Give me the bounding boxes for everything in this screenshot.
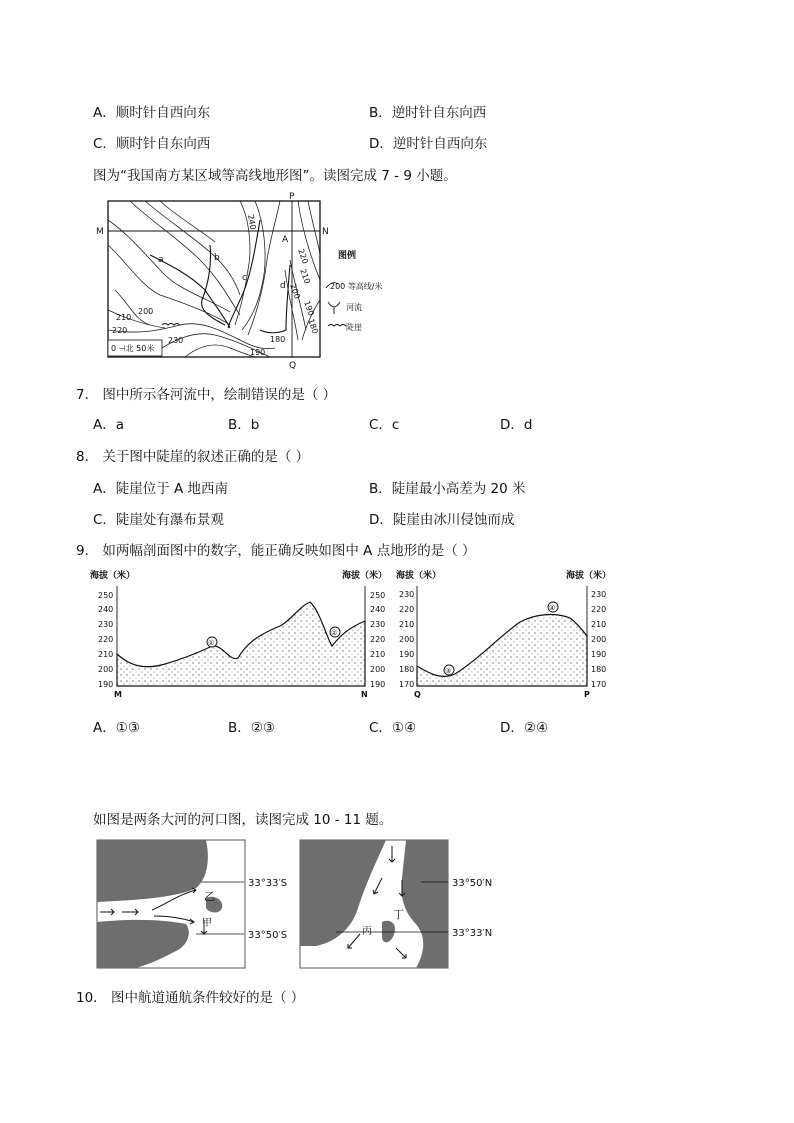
contour-label-200: 200 xyxy=(288,282,302,301)
svg-text:210: 210 xyxy=(399,620,415,629)
svg-text:180: 180 xyxy=(399,665,415,674)
label-p: P xyxy=(289,192,295,202)
q7-option-c: C．c xyxy=(369,417,400,433)
profile-figures xyxy=(90,566,620,700)
q7-option-a: A．a xyxy=(93,417,125,433)
svg-text:210: 210 xyxy=(370,650,386,659)
q9-option-d: D．②④ xyxy=(500,720,549,736)
left-lat-bottom: 33°50′S xyxy=(248,930,288,941)
q9-option-b: B．②③ xyxy=(228,720,275,736)
svg-text:180: 180 xyxy=(591,665,607,674)
legend-cliff-label: 陡崖 xyxy=(346,323,362,332)
river-label-d: d xyxy=(280,281,286,291)
q8-option-d: D．陡崖由冰川侵蚀而成 xyxy=(369,512,515,528)
svg-text:Q: Q xyxy=(414,690,421,699)
svg-text:190: 190 xyxy=(370,680,386,689)
q6-option-c: C．顺时针自东向西 xyxy=(93,136,211,152)
contour-label-220b: 220 xyxy=(112,326,128,335)
svg-text:190: 190 xyxy=(591,650,607,659)
svg-text:250: 250 xyxy=(98,591,114,600)
contour-label-240: 240 xyxy=(246,213,258,231)
contour-label-210b: 210 xyxy=(116,313,132,322)
right-axis-title: 海拔（米） xyxy=(396,571,442,581)
q7-option-b: B．b xyxy=(228,417,260,433)
q9-stem: 9． 如两幅剖面图中的数字，能正确反映如图中 A 点地形的是（ ） xyxy=(76,543,476,559)
svg-text:②: ② xyxy=(331,629,338,637)
svg-text:170: 170 xyxy=(591,680,607,689)
svg-text:200: 200 xyxy=(98,665,114,674)
q9-option-a: A．①③ xyxy=(93,720,140,736)
svg-text:230: 230 xyxy=(591,590,607,599)
svg-text:190: 190 xyxy=(399,650,415,659)
q6-option-d: D．逆时针自西向东 xyxy=(369,136,488,152)
svg-text:240: 240 xyxy=(370,605,386,614)
legend-contour-label: 200 等高线/米 xyxy=(330,282,383,291)
q6-option-b: B．逆时针自东向西 xyxy=(369,105,487,121)
svg-text:210: 210 xyxy=(98,650,114,659)
svg-text:220: 220 xyxy=(591,605,607,614)
svg-text:③: ③ xyxy=(445,667,452,675)
label-q: Q xyxy=(289,361,297,371)
legend-river-label: 河流 xyxy=(346,303,362,312)
svg-text:230: 230 xyxy=(399,590,415,599)
profile-right xyxy=(396,569,611,699)
scale-label: 0 ⊣北 50米 xyxy=(111,344,155,353)
intro-7-9: 图为“我国南方某区域等高线地形图”。读图完成 7 - 9 小题。 xyxy=(93,168,457,184)
label-bing: 丙 xyxy=(362,926,372,937)
river-icon xyxy=(328,302,340,314)
q8-stem: 8． 关于图中陡崖的叙述正确的是（ ） xyxy=(76,449,310,465)
right-lat-bottom: 33°33′N xyxy=(452,928,493,939)
cliff-mark xyxy=(162,324,180,326)
svg-text:190: 190 xyxy=(98,680,114,689)
svg-text:200: 200 xyxy=(399,635,415,644)
estuary-right xyxy=(300,840,448,968)
svg-text:N: N xyxy=(361,690,368,699)
contour-label-180: 180 xyxy=(306,317,320,336)
contour-label-190b: 190 xyxy=(250,348,266,357)
svg-text:230: 230 xyxy=(370,620,386,629)
contour-label-220: 220 xyxy=(296,247,310,266)
contour-label-190: 190 xyxy=(302,299,316,318)
right-lat-top: 33°50′N xyxy=(452,878,493,889)
svg-text:P: P xyxy=(584,690,590,699)
right-axis-title-right: 海拔（米） xyxy=(566,571,612,581)
estuary-left xyxy=(97,840,245,968)
estuary-figures xyxy=(96,838,516,972)
intro-10-11: 如图是两条大河的河口图，读图完成 10 - 11 题。 xyxy=(93,812,393,828)
label-yi: 乙 xyxy=(204,890,215,903)
right-terrain xyxy=(417,615,587,686)
legend-title: 图例 xyxy=(338,251,357,261)
label-m: M xyxy=(96,227,104,237)
svg-text:230: 230 xyxy=(98,620,114,629)
cliff-icon xyxy=(328,325,346,327)
q8-option-c: C．陡崖处有瀑布景观 xyxy=(93,512,224,528)
left-axis-title: 海拔（米） xyxy=(90,571,136,581)
contour-map xyxy=(90,190,410,372)
label-a: A xyxy=(282,235,289,245)
svg-text:220: 220 xyxy=(370,635,386,644)
svg-text:220: 220 xyxy=(399,605,415,614)
label-n: N xyxy=(322,227,329,237)
contour-label-200b: 200 xyxy=(138,307,154,316)
contour-label-230: 230 xyxy=(168,336,184,345)
river-label-a: a xyxy=(158,255,164,265)
svg-text:④: ④ xyxy=(549,604,556,612)
q6-option-a: A．顺时针自西向东 xyxy=(93,105,211,121)
left-terrain xyxy=(117,602,365,686)
svg-text:240: 240 xyxy=(98,605,114,614)
left-axis-title-right: 海拔（米） xyxy=(342,571,388,581)
profile-left xyxy=(90,569,387,699)
svg-text:200: 200 xyxy=(591,635,607,644)
q10-stem: 10． 图中航道通航条件较好的是（ ） xyxy=(76,990,305,1006)
q8-option-a: A．陡崖位于 A 地西南 xyxy=(93,481,229,497)
river-label-c: c xyxy=(242,273,247,283)
svg-text:200: 200 xyxy=(370,665,386,674)
contour-label-210: 210 xyxy=(298,267,312,286)
svg-text:170: 170 xyxy=(399,680,415,689)
svg-text:①: ① xyxy=(208,639,215,647)
label-jia: 甲 xyxy=(202,918,212,929)
q8-option-b: B．陡崖最小高差为 20 米 xyxy=(369,481,526,497)
river-label-b: b xyxy=(214,253,220,263)
contour-label-180b: 180 xyxy=(270,335,286,344)
contour-lines xyxy=(108,201,320,357)
left-lat-top: 33°33′S xyxy=(248,878,288,889)
q7-option-d: D．d xyxy=(500,417,533,433)
q7-stem: 7． 图中所示各河流中，绘制错误的是（ ） xyxy=(76,387,337,403)
svg-text:M: M xyxy=(114,690,122,699)
svg-text:250: 250 xyxy=(370,591,386,600)
q9-option-c: C．①④ xyxy=(369,720,417,736)
svg-text:210: 210 xyxy=(591,620,607,629)
rivers xyxy=(150,220,290,333)
svg-text:220: 220 xyxy=(98,635,114,644)
label-ding: 丁 xyxy=(393,908,404,921)
